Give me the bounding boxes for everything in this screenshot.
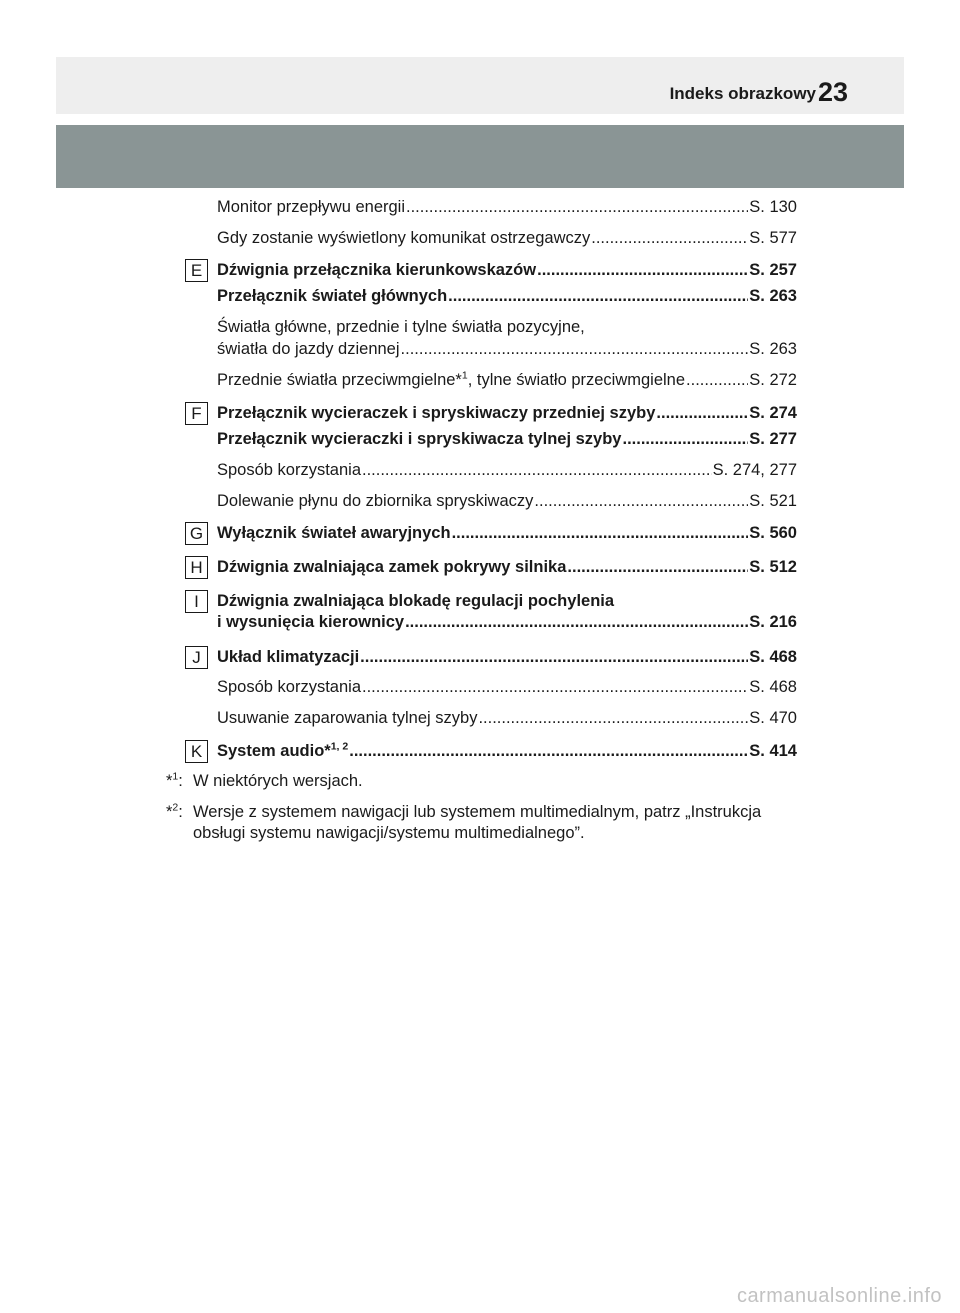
entry-text: Przełącznik wycieraczek i spryskiwaczy przedniej szyby [217, 404, 656, 422]
entry-text: Dźwignia zwalniająca zamek pokrywy silnika [217, 558, 567, 576]
entry-page: S. 257 [749, 261, 797, 279]
footnote-separator: : [178, 772, 183, 790]
dot-leader [567, 557, 748, 578]
dot-leader [478, 708, 748, 729]
entry-page: S. 274, 277 [712, 461, 797, 479]
entry-page: S. 414 [749, 742, 797, 760]
index-entry [217, 460, 797, 481]
entry-page: S. 216 [749, 613, 797, 631]
section-title: Indeks obrazkowy [669, 84, 816, 103]
index-entry [217, 491, 797, 512]
entry-page: S. 468 [749, 678, 797, 696]
entry-text-part: System audio* [217, 742, 331, 760]
dot-leader [448, 286, 748, 307]
entry-text [217, 370, 685, 391]
footnote-star: * [166, 803, 173, 821]
entry-page: S. 263 [749, 340, 797, 358]
footnote-ref: 1 [461, 369, 468, 382]
index-entry [217, 591, 797, 633]
entry-text-part: Przednie światła przeciwmgielne* [217, 371, 462, 389]
entry-page: S. 560 [749, 524, 797, 542]
dot-leader [362, 677, 748, 698]
footnote-text-line2: obsługi systemu nawigacji/systemu multimedialnego”. [193, 824, 585, 842]
footnote-mark [166, 771, 183, 792]
section-letter-h: H [185, 556, 208, 579]
section-letter-j: J [185, 646, 208, 669]
index-entry [217, 429, 797, 450]
header-band [56, 125, 904, 188]
index-entry [217, 260, 797, 281]
entry-page: S. 277 [749, 430, 797, 448]
index-entry [217, 523, 797, 544]
entry-text: Przełącznik wycieraczki i spryskiwacza tylnej szyby [217, 430, 622, 448]
entry-page: S. 521 [749, 492, 797, 510]
entry-text: Przełącznik świateł głównych [217, 287, 448, 305]
entry-page: S. 577 [749, 229, 797, 247]
entry-page: S. 130 [749, 198, 797, 216]
entry-page: S. 274 [749, 404, 797, 422]
dot-leader [622, 429, 748, 450]
entry-text-part: , tylne światło przeciwmgielne [467, 371, 686, 389]
index-entry [217, 741, 797, 762]
index-entry [217, 197, 797, 218]
watermark: carmanualsonline.info [736, 1285, 942, 1307]
entry-text: światła do jazdy dziennej [217, 340, 400, 358]
index-entry [217, 317, 797, 360]
index-entry [217, 647, 797, 668]
entry-text: i wysunięcia kierownicy [217, 613, 405, 631]
entry-text: Sposób korzystania [217, 678, 361, 696]
index-entry [217, 370, 797, 391]
entry-text: Dolewanie płynu do zbiornika spryskiwaczy [217, 492, 534, 510]
dot-leader [537, 260, 748, 281]
entry-page: S. 263 [749, 287, 797, 305]
index-entry [217, 708, 797, 729]
index-entry [217, 557, 797, 578]
section-letter-k: K [185, 740, 208, 763]
footnote [166, 802, 826, 844]
footnote-ref: 1, 2 [330, 740, 349, 753]
entry-text: Monitor przepływu energii [217, 198, 406, 216]
index-entry [217, 403, 797, 424]
footnote-number: 1 [172, 770, 179, 783]
footnote-mark [166, 802, 183, 823]
footnote [166, 771, 826, 792]
dot-leader [406, 197, 748, 218]
index-entry [217, 228, 797, 249]
dot-leader [534, 491, 748, 512]
dot-leader [656, 403, 748, 424]
dot-leader [686, 370, 748, 391]
dot-leader [362, 460, 712, 481]
section-letter-i: I [185, 590, 208, 613]
entry-page: S. 470 [749, 709, 797, 727]
dot-leader [591, 228, 748, 249]
dot-leader [360, 647, 748, 668]
dot-leader [401, 339, 749, 360]
index-entry [217, 677, 797, 698]
footnote-text: W niektórych wersjach. [193, 772, 363, 790]
entry-text: Dźwignia przełącznika kierunkowskazów [217, 261, 537, 279]
entry-text [217, 741, 348, 762]
entry-text: Usuwanie zaparowania tylnej szyby [217, 709, 478, 727]
entry-page: S. 272 [749, 371, 797, 389]
entry-text-line1: Dźwignia zwalniająca blokadę regulacji pochylenia [217, 592, 615, 610]
section-letter-g: G [185, 522, 208, 545]
entry-text: Wyłącznik świateł awaryjnych [217, 524, 451, 542]
footnote-star: * [166, 772, 173, 790]
entry-text-line1: Światła główne, przednie i tylne światła pozycyjne, [217, 318, 585, 336]
dot-leader [349, 741, 748, 762]
section-letter-e: E [185, 259, 208, 282]
entry-text: Układ klimatyzacji [217, 648, 360, 666]
page-number: 23 [818, 77, 849, 107]
dot-leader [452, 523, 749, 544]
index-entry [217, 286, 797, 307]
section-letter-f: F [185, 402, 208, 425]
entry-page: S. 512 [749, 558, 797, 576]
entry-text: Gdy zostanie wyświetlony komunikat ostrzegawczy [217, 229, 591, 247]
entry-text: Sposób korzystania [217, 461, 361, 479]
footnote-separator: : [178, 803, 183, 821]
entry-page: S. 468 [749, 648, 797, 666]
footnote-text-line1: Wersje z systemem nawigacji lub systemem multimedialnym, patrz „Instrukcja [193, 803, 762, 821]
dot-leader [405, 612, 748, 633]
footnote-number: 2 [172, 801, 179, 814]
